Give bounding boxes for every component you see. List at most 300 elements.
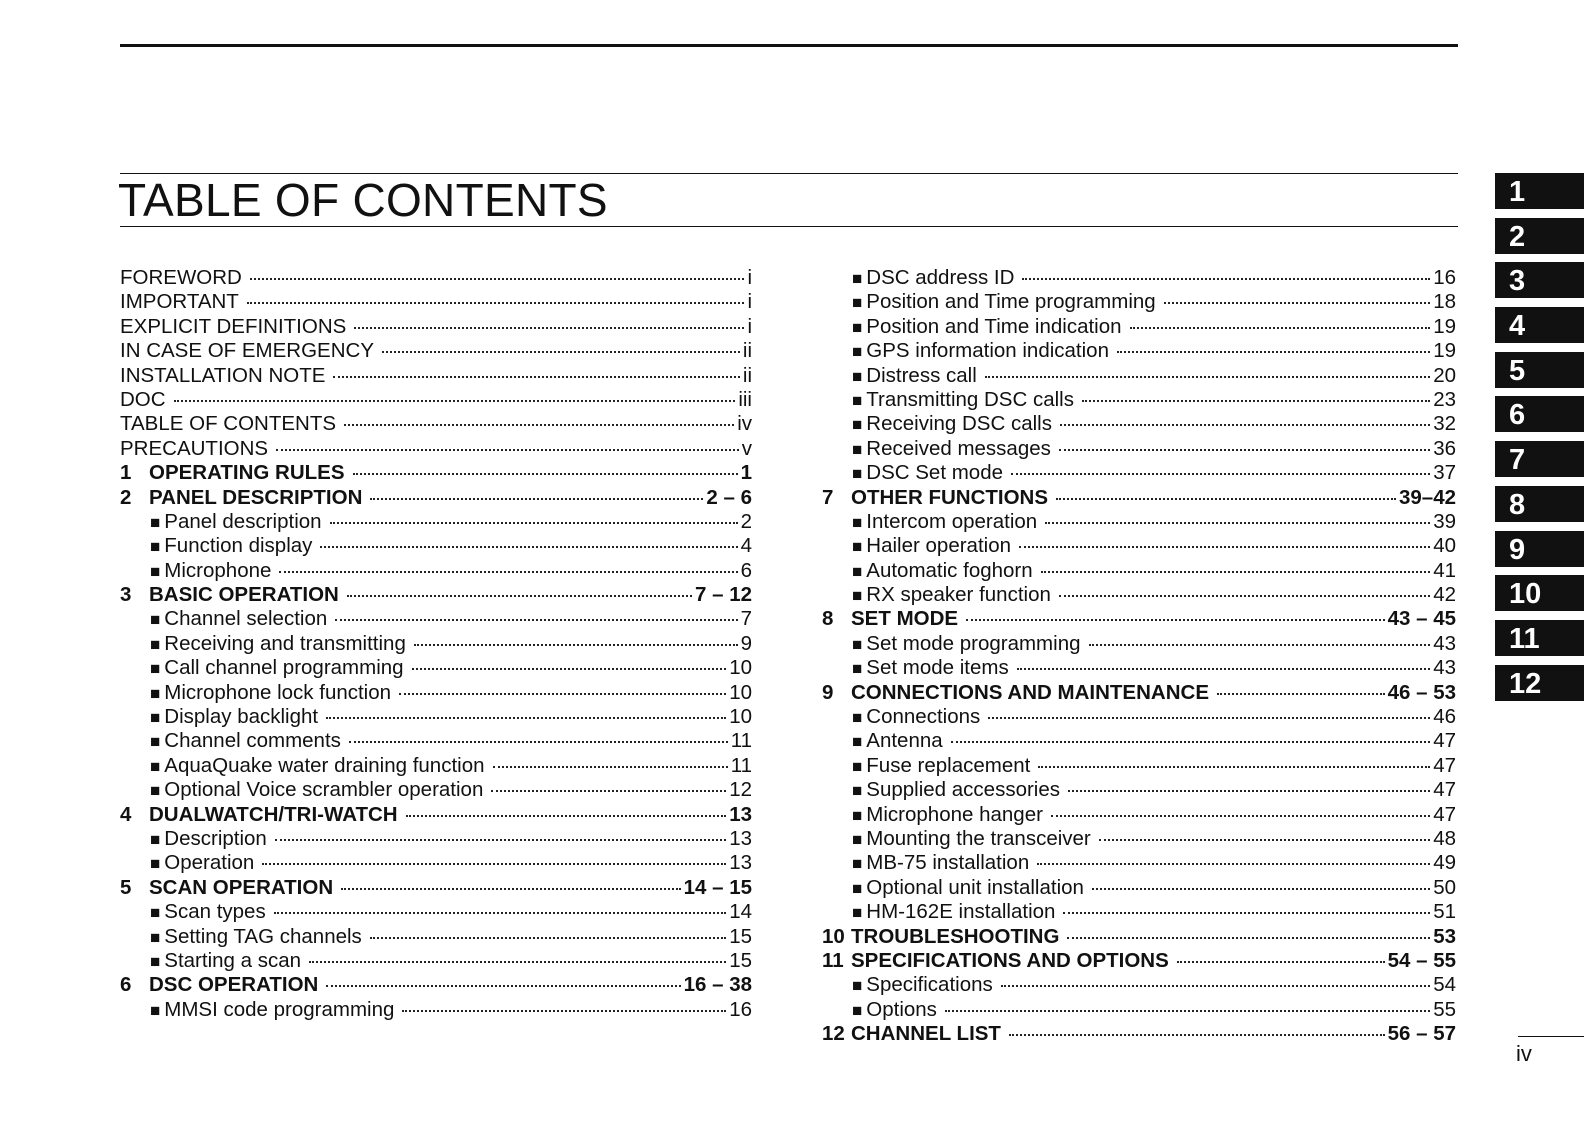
toc-entry-label: Call channel programming bbox=[164, 656, 404, 680]
toc-section-entry[interactable] bbox=[822, 656, 1456, 680]
toc-section-entry[interactable] bbox=[120, 900, 752, 924]
dot-leader bbox=[349, 741, 728, 743]
dot-leader bbox=[1068, 790, 1430, 792]
square-bullet-icon: ■ bbox=[852, 561, 863, 581]
square-bullet-icon: ■ bbox=[852, 269, 863, 288]
dot-leader bbox=[354, 327, 744, 329]
toc-entry-page: 46 – 53 bbox=[1387, 680, 1456, 704]
toc-entry-page: 41 bbox=[1433, 558, 1456, 582]
dot-leader bbox=[1059, 449, 1430, 451]
section-tab-9[interactable]: 9 bbox=[1495, 531, 1584, 567]
toc-front-entry[interactable] bbox=[120, 290, 752, 314]
toc-section-entry[interactable] bbox=[822, 729, 1456, 753]
toc-entry-label: DSC address ID bbox=[866, 266, 1015, 289]
toc-front-entry[interactable] bbox=[120, 315, 752, 339]
toc-entry-label: CHANNEL LIST bbox=[851, 1022, 1001, 1046]
toc-entry-label: Setting TAG channels bbox=[164, 924, 362, 948]
toc-entry-label: TROUBLESHOOTING bbox=[851, 924, 1060, 948]
square-bullet-icon: ■ bbox=[852, 366, 863, 386]
toc-entry-page: 20 bbox=[1433, 363, 1456, 387]
toc-chapter-entry[interactable] bbox=[120, 876, 752, 900]
square-bullet-icon: ■ bbox=[150, 561, 161, 581]
dot-leader bbox=[399, 693, 726, 695]
chapter-number: 9 bbox=[822, 680, 834, 704]
square-bullet-icon: ■ bbox=[150, 683, 161, 703]
toc-section-entry[interactable] bbox=[822, 437, 1456, 461]
square-bullet-icon: ■ bbox=[150, 756, 161, 776]
toc-chapter-entry[interactable] bbox=[822, 486, 1456, 510]
square-bullet-icon: ■ bbox=[852, 512, 863, 532]
dot-leader bbox=[1099, 839, 1430, 841]
dot-leader bbox=[353, 473, 738, 475]
dot-leader bbox=[341, 888, 680, 890]
toc-section-entry[interactable] bbox=[822, 364, 1456, 388]
square-bullet-icon: ■ bbox=[852, 659, 863, 679]
toc-entry-page: iv bbox=[737, 412, 752, 436]
dot-leader bbox=[945, 1010, 1430, 1012]
dot-leader bbox=[370, 498, 703, 500]
toc-section-entry[interactable] bbox=[822, 973, 1456, 997]
toc-chapter-entry[interactable] bbox=[822, 949, 1456, 973]
toc-entry-page: v bbox=[741, 436, 752, 460]
toc-section-entry[interactable] bbox=[120, 681, 752, 705]
square-bullet-icon: ■ bbox=[852, 342, 863, 362]
dot-leader bbox=[1089, 644, 1431, 646]
toc-entry-page: 13 bbox=[729, 851, 752, 875]
square-bullet-icon: ■ bbox=[150, 659, 161, 679]
toc-entry-label: PRECAUTIONS bbox=[120, 436, 269, 460]
toc-entry-label: Fuse replacement bbox=[866, 753, 1031, 777]
toc-front-entry[interactable] bbox=[120, 364, 752, 388]
square-bullet-icon: ■ bbox=[852, 976, 863, 996]
toc-entry-page: i bbox=[747, 266, 752, 289]
toc-entry-label: Distress call bbox=[866, 363, 977, 387]
square-bullet-icon: ■ bbox=[150, 708, 161, 728]
toc-section-entry[interactable] bbox=[120, 949, 752, 973]
toc-section-entry[interactable] bbox=[120, 754, 752, 778]
square-bullet-icon: ■ bbox=[852, 586, 863, 606]
toc-entry-page: 50 bbox=[1433, 875, 1456, 899]
toc-section-entry[interactable] bbox=[822, 315, 1456, 339]
toc-chapter-entry[interactable] bbox=[120, 973, 752, 997]
toc-entry-page: 4 bbox=[740, 534, 752, 558]
toc-section-entry[interactable] bbox=[822, 266, 1456, 290]
toc-entry-page: 46 bbox=[1433, 705, 1456, 729]
toc-section-entry[interactable] bbox=[120, 607, 752, 631]
toc-entry-page: 47 bbox=[1433, 778, 1456, 802]
toc-entry-label: Starting a scan bbox=[164, 948, 302, 972]
toc-entry-label: Channel comments bbox=[164, 729, 341, 753]
toc-entry-page: 36 bbox=[1433, 436, 1456, 460]
toc-entry-page: 2 – 6 bbox=[706, 485, 752, 509]
toc-section-entry[interactable] bbox=[822, 510, 1456, 534]
toc-entry-label: Intercom operation bbox=[866, 509, 1038, 533]
toc-entry-label: EXPLICIT DEFINITIONS bbox=[120, 314, 347, 338]
toc-entry-label: Optional unit installation bbox=[866, 875, 1084, 899]
toc-entry-label: DSC Set mode bbox=[866, 461, 1004, 485]
square-bullet-icon: ■ bbox=[150, 610, 161, 630]
dot-leader bbox=[333, 376, 739, 378]
toc-entry-page: 54 bbox=[1433, 973, 1456, 997]
chapter-number: 4 bbox=[120, 802, 132, 826]
dot-leader bbox=[344, 424, 734, 426]
toc-chapter-entry[interactable] bbox=[120, 486, 752, 510]
toc-entry-label: Optional Voice scrambler operation bbox=[164, 778, 484, 802]
toc-entry-page: 42 bbox=[1433, 583, 1456, 607]
toc-entry-page: 43 bbox=[1433, 656, 1456, 680]
dot-leader bbox=[1051, 815, 1430, 817]
toc-entry-label: HM-162E installation bbox=[866, 900, 1056, 924]
toc-entry-label: SPECIFICATIONS AND OPTIONS bbox=[851, 948, 1169, 972]
chapter-number: 10 bbox=[822, 924, 845, 948]
section-tab-10[interactable]: 10 bbox=[1495, 575, 1584, 611]
toc-entry-label: OPERATING RULES bbox=[149, 461, 345, 485]
chapter-number: 5 bbox=[120, 875, 132, 899]
dot-leader bbox=[1056, 498, 1396, 500]
toc-entry-label: Set mode items bbox=[866, 656, 1009, 680]
toc-entry-label: Receiving and transmitting bbox=[164, 631, 406, 655]
toc-entry-page: 56 – 57 bbox=[1387, 1022, 1456, 1046]
toc-entry-label: Hailer operation bbox=[866, 534, 1012, 558]
toc-entry-page: 16 – 38 bbox=[683, 973, 752, 997]
toc-front-entry[interactable] bbox=[120, 339, 752, 363]
toc-entry-label: Connections bbox=[866, 705, 981, 729]
toc-section-entry[interactable] bbox=[120, 827, 752, 851]
toc-entry-page: 23 bbox=[1433, 387, 1456, 411]
toc-section-entry[interactable] bbox=[822, 583, 1456, 607]
square-bullet-icon: ■ bbox=[150, 1000, 161, 1020]
dot-leader bbox=[1045, 522, 1430, 524]
toc-chapter-entry[interactable] bbox=[120, 461, 752, 485]
toc-entry-page: 19 bbox=[1433, 339, 1456, 363]
dot-leader bbox=[1092, 888, 1430, 890]
section-tab-4[interactable]: 4 bbox=[1495, 307, 1584, 343]
square-bullet-icon: ■ bbox=[852, 293, 863, 313]
toc-section-entry[interactable] bbox=[120, 534, 752, 558]
chapter-number: 3 bbox=[120, 583, 132, 607]
toc-entry-page: 10 bbox=[729, 656, 752, 680]
toc-entry-page: 19 bbox=[1433, 314, 1456, 338]
toc-entry-page: 11 bbox=[730, 729, 752, 753]
toc-entry-label: Position and Time programming bbox=[866, 290, 1156, 314]
toc-entry-label: Received messages bbox=[866, 436, 1051, 460]
dot-leader bbox=[247, 302, 745, 304]
toc-entry-label: CONNECTIONS AND MAINTENANCE bbox=[851, 680, 1209, 704]
square-bullet-icon: ■ bbox=[150, 854, 161, 874]
toc-right-column bbox=[822, 266, 1456, 1047]
chapter-number: 8 bbox=[822, 607, 834, 631]
dot-leader bbox=[382, 351, 740, 353]
toc-chapter-entry[interactable] bbox=[822, 1022, 1456, 1046]
dot-leader bbox=[262, 863, 726, 865]
toc-entry-label: BASIC OPERATION bbox=[149, 583, 339, 607]
toc-entry-page: 10 bbox=[729, 705, 752, 729]
section-tab-1[interactable]: 1 bbox=[1495, 173, 1584, 209]
toc-entry-page: ii bbox=[742, 363, 752, 387]
toc-section-entry[interactable] bbox=[822, 461, 1456, 485]
section-tab-3[interactable]: 3 bbox=[1495, 262, 1584, 298]
toc-entry-label: MMSI code programming bbox=[164, 997, 395, 1021]
toc-front-entry[interactable] bbox=[120, 437, 752, 461]
toc-section-entry[interactable] bbox=[120, 925, 752, 949]
toc-entry-page: 16 bbox=[729, 997, 752, 1021]
toc-front-entry[interactable] bbox=[120, 266, 752, 290]
section-tab-11[interactable]: 11 bbox=[1495, 620, 1584, 656]
section-tab-2[interactable]: 2 bbox=[1495, 218, 1584, 254]
toc-entry-label: OTHER FUNCTIONS bbox=[851, 485, 1049, 509]
chapter-number: 1 bbox=[120, 461, 132, 485]
square-bullet-icon: ■ bbox=[852, 537, 863, 557]
toc-entry-label: RX speaker function bbox=[866, 583, 1051, 607]
toc-section-entry[interactable] bbox=[822, 827, 1456, 851]
square-bullet-icon: ■ bbox=[852, 634, 863, 654]
dot-leader bbox=[370, 937, 726, 939]
square-bullet-icon: ■ bbox=[852, 732, 863, 752]
page-title: TABLE OF CONTENTS bbox=[118, 174, 608, 226]
toc-section-entry[interactable] bbox=[120, 510, 752, 534]
toc-chapter-entry[interactable] bbox=[120, 583, 752, 607]
dot-leader bbox=[326, 717, 726, 719]
toc-entry-label: INSTALLATION NOTE bbox=[120, 363, 326, 387]
toc-entry-label: Antenna bbox=[866, 729, 943, 753]
toc-section-entry[interactable] bbox=[120, 729, 752, 753]
square-bullet-icon: ■ bbox=[852, 756, 863, 776]
toc-entry-page: 1 bbox=[740, 461, 752, 485]
square-bullet-icon: ■ bbox=[150, 927, 161, 947]
dot-leader bbox=[406, 815, 727, 817]
toc-entry-page: 16 bbox=[1433, 266, 1456, 289]
square-bullet-icon: ■ bbox=[150, 512, 161, 532]
toc-entry-page: 39–42 bbox=[1398, 485, 1456, 509]
dot-leader bbox=[275, 839, 726, 841]
toc-section-entry[interactable] bbox=[120, 632, 752, 656]
toc-section-entry[interactable] bbox=[822, 559, 1456, 583]
dot-leader bbox=[951, 741, 1431, 743]
square-bullet-icon: ■ bbox=[852, 1000, 863, 1020]
toc-section-entry[interactable] bbox=[822, 754, 1456, 778]
toc-entry-label: Receiving DSC calls bbox=[866, 412, 1052, 436]
toc-section-entry[interactable] bbox=[120, 559, 752, 583]
toc-section-entry[interactable] bbox=[822, 876, 1456, 900]
toc-entry-page: 13 bbox=[729, 802, 752, 826]
dot-leader bbox=[414, 644, 738, 646]
dot-leader bbox=[1001, 985, 1430, 987]
toc-section-entry[interactable] bbox=[822, 290, 1456, 314]
toc-entry-page: 15 bbox=[729, 924, 752, 948]
toc-section-entry[interactable] bbox=[822, 998, 1456, 1022]
dot-leader bbox=[174, 400, 736, 402]
square-bullet-icon: ■ bbox=[150, 732, 161, 752]
square-bullet-icon: ■ bbox=[852, 390, 863, 410]
toc-entry-label: Description bbox=[164, 826, 267, 850]
toc-section-entry[interactable] bbox=[822, 705, 1456, 729]
toc-entry-label: Automatic foghorn bbox=[866, 558, 1033, 582]
toc-entry-page: 48 bbox=[1433, 826, 1456, 850]
toc-entry-label: Channel selection bbox=[164, 607, 328, 631]
square-bullet-icon: ■ bbox=[852, 829, 863, 849]
toc-section-entry[interactable] bbox=[120, 851, 752, 875]
toc-entry-label: Microphone bbox=[164, 558, 272, 582]
toc-section-entry[interactable] bbox=[120, 998, 752, 1022]
page-number-rule bbox=[1518, 1036, 1584, 1037]
toc-section-entry[interactable] bbox=[822, 339, 1456, 363]
toc-entry-label: DOC bbox=[120, 387, 166, 411]
toc-section-entry[interactable] bbox=[822, 534, 1456, 558]
toc-chapter-entry[interactable] bbox=[120, 803, 752, 827]
square-bullet-icon: ■ bbox=[150, 829, 161, 849]
toc-entry-page: ii bbox=[742, 339, 752, 363]
dot-leader bbox=[1067, 937, 1430, 939]
dot-leader bbox=[493, 766, 728, 768]
toc-entry-page: 18 bbox=[1433, 290, 1456, 314]
chapter-number: 6 bbox=[120, 973, 132, 997]
toc-front-entry[interactable] bbox=[120, 388, 752, 412]
dot-leader bbox=[1017, 668, 1430, 670]
toc-front-entry[interactable] bbox=[120, 412, 752, 436]
toc-entry-label: Scan types bbox=[164, 900, 266, 924]
dot-leader bbox=[1009, 1034, 1385, 1036]
chapter-number: 2 bbox=[120, 485, 132, 509]
section-tab-7[interactable]: 7 bbox=[1495, 441, 1584, 477]
dot-leader bbox=[966, 619, 1385, 621]
toc-entry-page: 55 bbox=[1433, 997, 1456, 1021]
toc-chapter-entry[interactable] bbox=[822, 925, 1456, 949]
square-bullet-icon: ■ bbox=[852, 317, 863, 337]
toc-entry-label: TABLE OF CONTENTS bbox=[120, 412, 337, 436]
toc-entry-page: 47 bbox=[1433, 753, 1456, 777]
square-bullet-icon: ■ bbox=[852, 464, 863, 484]
toc-entry-page: 32 bbox=[1433, 412, 1456, 436]
toc-entry-page: 14 bbox=[729, 900, 752, 924]
dot-leader bbox=[326, 985, 680, 987]
square-bullet-icon: ■ bbox=[852, 878, 863, 898]
chapter-number: 11 bbox=[822, 948, 844, 972]
page-number: iv bbox=[1516, 1041, 1532, 1066]
toc-entry-label: IMPORTANT bbox=[120, 290, 239, 314]
toc-entry-page: 10 bbox=[729, 680, 752, 704]
dot-leader bbox=[491, 790, 726, 792]
square-bullet-icon: ■ bbox=[150, 537, 161, 557]
toc-entry-label: AquaQuake water draining function bbox=[164, 753, 485, 777]
dot-leader bbox=[1059, 595, 1430, 597]
toc-section-entry[interactable] bbox=[822, 412, 1456, 436]
toc-entry-label: PANEL DESCRIPTION bbox=[149, 485, 363, 509]
toc-entry-page: 12 bbox=[729, 778, 752, 802]
dot-leader bbox=[1130, 327, 1431, 329]
chapter-number: 12 bbox=[822, 1022, 845, 1046]
toc-section-entry[interactable] bbox=[822, 851, 1456, 875]
toc-entry-label: Function display bbox=[164, 534, 313, 558]
toc-section-entry[interactable] bbox=[822, 632, 1456, 656]
toc-entry-page: i bbox=[747, 290, 752, 314]
square-bullet-icon: ■ bbox=[852, 781, 863, 801]
toc-entry-label: DUALWATCH/TRI-WATCH bbox=[149, 802, 398, 826]
square-bullet-icon: ■ bbox=[852, 903, 863, 923]
toc-section-entry[interactable] bbox=[120, 656, 752, 680]
toc-chapter-entry[interactable] bbox=[822, 607, 1456, 631]
toc-entry-label: GPS information indication bbox=[866, 339, 1109, 363]
dot-leader bbox=[1041, 571, 1431, 573]
toc-section-entry[interactable] bbox=[822, 778, 1456, 802]
dot-leader bbox=[1038, 766, 1430, 768]
toc-entry-label: Transmitting DSC calls bbox=[866, 387, 1074, 411]
toc-entry-page: 13 bbox=[729, 826, 752, 850]
toc-chapter-entry[interactable] bbox=[822, 681, 1456, 705]
section-tab-12[interactable]: 12 bbox=[1495, 665, 1584, 701]
section-tab-5[interactable]: 5 bbox=[1495, 352, 1584, 388]
toc-section-entry[interactable] bbox=[120, 778, 752, 802]
toc-section-entry[interactable] bbox=[822, 900, 1456, 924]
square-bullet-icon: ■ bbox=[150, 903, 161, 923]
toc-entry-label: MB-75 installation bbox=[866, 851, 1030, 875]
dot-leader bbox=[320, 546, 737, 548]
toc-entry-label: FOREWORD bbox=[120, 266, 242, 289]
square-bullet-icon: ■ bbox=[852, 805, 863, 825]
toc-entry-label: Position and Time indication bbox=[866, 314, 1122, 338]
dot-leader bbox=[402, 1010, 726, 1012]
section-tab-6[interactable]: 6 bbox=[1495, 396, 1584, 432]
toc-entry-page: 15 bbox=[729, 948, 752, 972]
dot-leader bbox=[1117, 351, 1430, 353]
toc-entry-label: Specifications bbox=[866, 973, 993, 997]
toc-section-entry[interactable] bbox=[120, 705, 752, 729]
toc-entry-label: Options bbox=[866, 997, 937, 1021]
toc-entry-label: Display backlight bbox=[164, 705, 319, 729]
toc-entry-page: 14 – 15 bbox=[683, 875, 752, 899]
toc-section-entry[interactable] bbox=[822, 803, 1456, 827]
toc-entry-page: 37 bbox=[1433, 461, 1456, 485]
dot-leader bbox=[1037, 863, 1430, 865]
dot-leader bbox=[1164, 302, 1430, 304]
toc-entry-label: Panel description bbox=[164, 509, 322, 533]
toc-entry-page: 11 bbox=[730, 753, 752, 777]
toc-entry-page: 7 bbox=[740, 607, 752, 631]
toc-entry-label: DSC OPERATION bbox=[149, 973, 319, 997]
dot-leader bbox=[1019, 546, 1430, 548]
toc-entry-label: SCAN OPERATION bbox=[149, 875, 334, 899]
square-bullet-icon: ■ bbox=[852, 708, 863, 728]
dot-leader bbox=[347, 595, 692, 597]
title-rule-bottom bbox=[120, 226, 1458, 227]
dot-leader bbox=[1063, 912, 1430, 914]
dot-leader bbox=[1082, 400, 1430, 402]
toc-entry-page: 43 – 45 bbox=[1387, 607, 1456, 631]
dot-leader bbox=[412, 668, 727, 670]
dot-leader bbox=[279, 571, 737, 573]
toc-entry-label: Operation bbox=[164, 851, 255, 875]
toc-entry-label: IN CASE OF EMERGENCY bbox=[120, 339, 375, 363]
dot-leader bbox=[1060, 424, 1430, 426]
toc-entry-page: 53 bbox=[1433, 924, 1456, 948]
toc-section-entry[interactable] bbox=[822, 388, 1456, 412]
square-bullet-icon: ■ bbox=[150, 781, 161, 801]
toc-entry-label: SET MODE bbox=[851, 607, 959, 631]
square-bullet-icon: ■ bbox=[150, 634, 161, 654]
chapter-number: 7 bbox=[822, 485, 834, 509]
dot-leader bbox=[330, 522, 738, 524]
toc-entry-label: Supplied accessories bbox=[866, 778, 1061, 802]
toc-entry-page: 47 bbox=[1433, 802, 1456, 826]
toc-entry-page: 2 bbox=[740, 509, 752, 533]
section-tabs bbox=[1495, 173, 1584, 709]
square-bullet-icon: ■ bbox=[150, 951, 161, 971]
dot-leader bbox=[309, 961, 726, 963]
dot-leader bbox=[1177, 961, 1385, 963]
toc-entry-label: Mounting the transceiver bbox=[866, 826, 1091, 850]
toc-entry-label: Microphone lock function bbox=[164, 680, 392, 704]
toc-entry-page: 6 bbox=[740, 558, 752, 582]
section-tab-8[interactable]: 8 bbox=[1495, 486, 1584, 522]
